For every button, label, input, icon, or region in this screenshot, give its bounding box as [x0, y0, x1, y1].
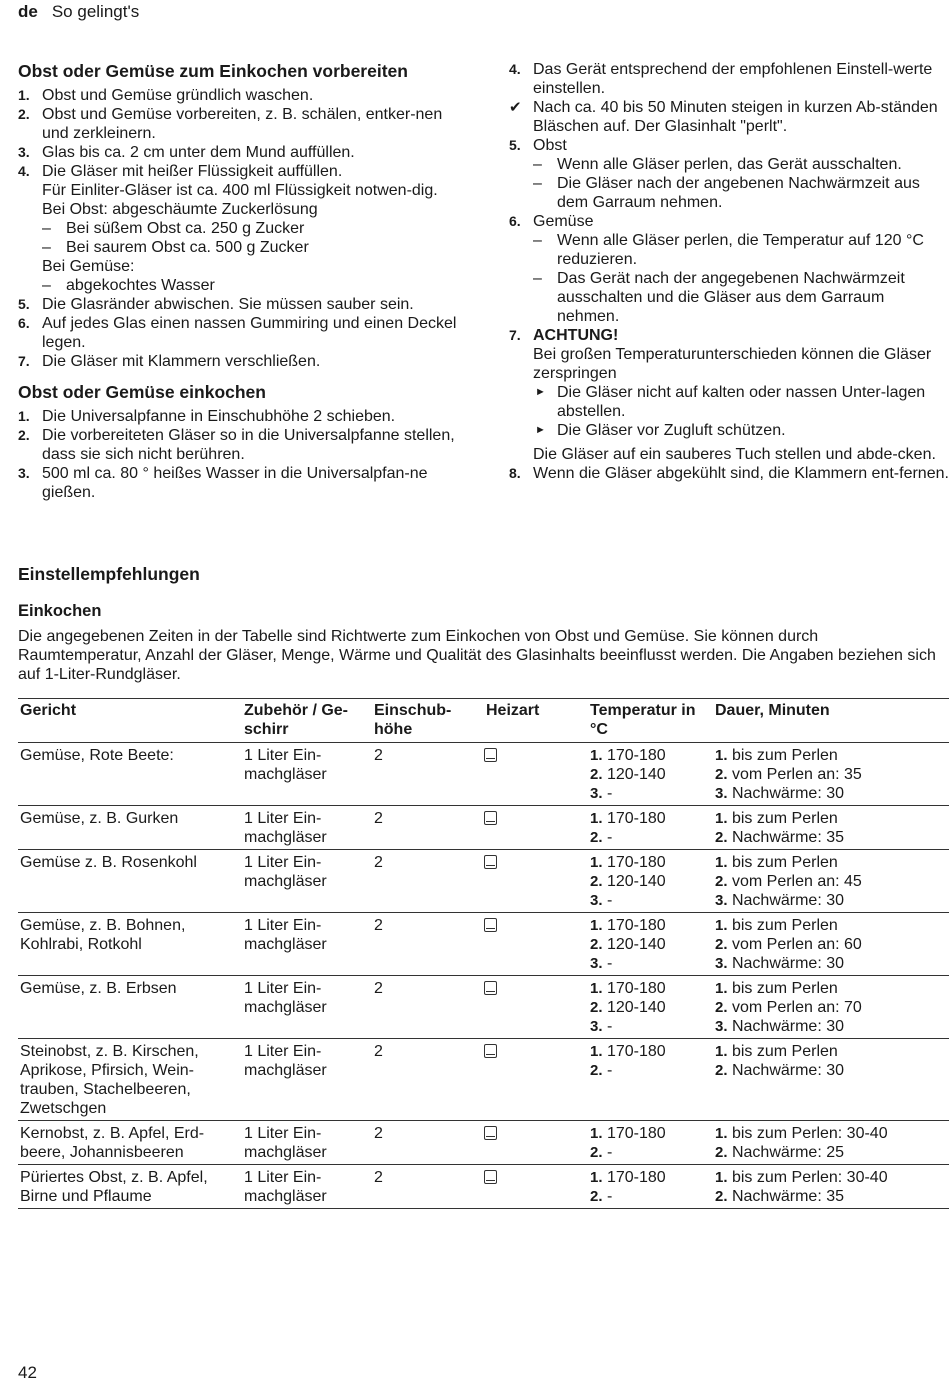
column-header: Zubehör / Ge-schirr: [242, 699, 372, 743]
heating-mode-cell: [484, 976, 576, 1039]
temperature-cell: [576, 743, 713, 806]
temperature-cell: [576, 850, 713, 913]
list-item: [18, 105, 463, 143]
duration-cell: [713, 976, 949, 1039]
step-number: 5.: [18, 296, 30, 312]
level-cell: 2: [372, 806, 484, 850]
duration-step: 2. Nachwärme: 30: [715, 1062, 845, 1079]
heating-mode-cell: [484, 1121, 576, 1165]
level-cell: 2: [372, 743, 484, 806]
step-number: 4.: [18, 163, 30, 179]
temperature-step: 1. 170-180: [590, 1169, 666, 1186]
heating-mode-cell: [484, 850, 576, 913]
column-header: Gericht: [18, 699, 242, 743]
warning-label: ACHTUNG!: [533, 327, 619, 344]
arrow-right-icon: ►: [535, 424, 546, 436]
list-item: [18, 162, 463, 295]
duration-cell: [713, 743, 949, 806]
list-item: [18, 314, 463, 352]
left-column: [18, 60, 463, 502]
accessory-cell: 1 Liter Ein-machgläser: [242, 1039, 372, 1121]
list-item: [18, 426, 463, 464]
step-number: 3.: [18, 144, 30, 160]
temperature-step: 2. -: [590, 1188, 613, 1205]
duration-step: 3. Nachwärme: 30: [715, 955, 845, 972]
language-code: de: [18, 2, 38, 21]
duration-step: 1. bis zum Perlen: 30-40: [715, 1125, 888, 1142]
temperature-step: 1. 170-180: [590, 917, 666, 934]
temperature-cell: [576, 913, 713, 976]
temperature-step: 1. 170-180: [590, 1125, 666, 1142]
dash-item: – Bei saurem Obst ca. 500 g Zucker: [42, 239, 309, 256]
table-row: [18, 850, 949, 913]
step-number: 8.: [509, 465, 521, 481]
temperature-cell: [576, 1165, 713, 1209]
step-number: 1.: [18, 87, 30, 103]
oven-heating-mode-icon: [484, 1126, 497, 1140]
oven-heating-mode-icon: [484, 981, 497, 995]
step-text: Die Universalpfanne in Einschubhöhe 2 schieben.: [42, 408, 396, 425]
heating-mode-cell: [484, 806, 576, 850]
result-item: [509, 98, 949, 136]
list-item: [18, 86, 463, 105]
list-item: [509, 136, 949, 212]
duration-step: 1. bis zum Perlen: [715, 1043, 838, 1060]
accessory-cell: 1 Liter Ein-machgläser: [242, 976, 372, 1039]
duration-cell: [713, 1039, 949, 1121]
chapter-title: So gelingt's: [51, 2, 140, 21]
temperature-step: 2. -: [590, 1144, 613, 1161]
step-number: 5.: [509, 137, 521, 153]
step-number: 7.: [18, 353, 30, 369]
accessory-cell: 1 Liter Ein-machgläser: [242, 1121, 372, 1165]
step-number: 6.: [509, 213, 521, 229]
temperature-step: 3. -: [590, 785, 613, 802]
right-column: [509, 60, 949, 483]
list-item: [18, 295, 463, 314]
step-note: Die Gläser auf ein sauberes Tuch stellen und abde-cken.: [533, 446, 936, 463]
table-row: [18, 1165, 949, 1209]
table-row: [18, 743, 949, 806]
step-text: Obst und Gemüse vorbereiten, z. B. schälen, entker-nen und zerkleinern.: [42, 106, 443, 142]
step-text: Auf jedes Glas einen nassen Gummiring und einen Deckel legen.: [42, 315, 457, 351]
step-text: Das Gerät entsprechend der empfohlenen Einstell-werte einstellen.: [533, 61, 933, 97]
intro-paragraph: Die angegebenen Zeiten in der Tabelle sind Richtwerte zum Einkochen von Obst und Gemüse. Sie können durch Raumtemperatur, Anzahl der Gläser, Menge, Wärme und Qualität des Glasinhalts beeinflusst werden. Die Angaben beziehen sich auf 1-Liter-Rundgläser.: [18, 628, 936, 683]
duration-step: 2. vom Perlen an: 45: [715, 873, 862, 890]
duration-step: 2. vom Perlen an: 60: [715, 936, 862, 953]
list-item: [18, 464, 463, 502]
section-heading-prepare: Obst oder Gemüse zum Einkochen vorbereiten: [18, 61, 408, 81]
level-cell: 2: [372, 1121, 484, 1165]
section-heading-preserve: Obst oder Gemüse einkochen: [18, 382, 266, 402]
table-row: [18, 1121, 949, 1165]
step-text: Glas bis ca. 2 cm unter dem Mund auffüllen.: [42, 144, 355, 161]
step-note: Bei Obst: abgeschäumte Zuckerlösung: [42, 201, 318, 218]
duration-step: 3. Nachwärme: 30: [715, 1018, 845, 1035]
result-text: Nach ca. 40 bis 50 Minuten steigen in kurzen Ab-ständen Bläschen auf. Der Glasinhalt "perlt".: [533, 99, 938, 135]
step-text: Obst: [533, 137, 567, 154]
temperature-step: 2. 120-140: [590, 936, 666, 953]
oven-heating-mode-icon: [484, 1044, 497, 1058]
list-item: [509, 464, 949, 483]
step-number: 6.: [18, 315, 30, 331]
heating-mode-cell: [484, 1039, 576, 1121]
page-header: [18, 2, 139, 22]
duration-step: 2. vom Perlen an: 35: [715, 766, 862, 783]
dash-item: – Wenn alle Gläser perlen, die Temperatur auf 120 °C reduzieren.: [533, 232, 924, 268]
heating-mode-cell: [484, 913, 576, 976]
duration-step: 3. Nachwärme: 30: [715, 785, 845, 802]
step-text: Die vorbereiteten Gläser so in die Universalpfanne stellen, dass sie sich nicht berühren.: [42, 427, 455, 463]
checkmark-icon: ✔: [509, 99, 522, 116]
duration-step: 1. bis zum Perlen: [715, 747, 838, 764]
table-row: [18, 1039, 949, 1121]
dash-item: – Wenn alle Gläser perlen, das Gerät ausschalten.: [533, 156, 902, 173]
oven-heating-mode-icon: [484, 748, 497, 762]
column-header: Heizart: [484, 699, 576, 743]
oven-heating-mode-icon: [484, 855, 497, 869]
column-header: Einschub-höhe: [372, 699, 484, 743]
list-item: [18, 407, 463, 426]
step-text: 500 ml ca. 80 ° heißes Wasser in die Universalpfan-ne gießen.: [42, 465, 428, 501]
step-number: 3.: [18, 465, 30, 481]
subsection-heading: Einkochen: [18, 602, 102, 620]
section-heading-recommendations: Einstellempfehlungen: [18, 564, 200, 584]
temperature-cell: [576, 1039, 713, 1121]
temperature-step: 2. -: [590, 829, 613, 846]
duration-step: 3. Nachwärme: 30: [715, 892, 845, 909]
level-cell: 2: [372, 1039, 484, 1121]
arrow-right-icon: ►: [535, 386, 546, 398]
level-cell: 2: [372, 913, 484, 976]
table-header-row: [18, 699, 949, 743]
oven-heating-mode-icon: [484, 1170, 497, 1184]
temperature-cell: [576, 976, 713, 1039]
step-number: 2.: [18, 106, 30, 122]
dish-cell: Gemüse, z. B. Gurken: [18, 806, 242, 850]
dish-cell: Gemüse, Rote Beete:: [18, 743, 242, 806]
list-item: [509, 212, 949, 326]
table-body: [18, 743, 949, 1209]
level-cell: 2: [372, 976, 484, 1039]
duration-step: 1. bis zum Perlen: 30-40: [715, 1169, 888, 1186]
column-header: Dauer, Minuten: [713, 699, 949, 743]
step-note: Für Einliter-Gläser ist ca. 400 ml Flüssigkeit notwen-dig.: [42, 182, 438, 199]
settings-table: [18, 698, 949, 1209]
duration-step: 1. bis zum Perlen: [715, 810, 838, 827]
temperature-cell: [576, 806, 713, 850]
duration-cell: [713, 850, 949, 913]
duration-step: 2. vom Perlen an: 70: [715, 999, 862, 1016]
dish-cell: Kernobst, z. B. Apfel, Erd-beere, Johannisbeeren: [18, 1121, 242, 1165]
temperature-step: 1. 170-180: [590, 980, 666, 997]
column-header: Temperatur in °C: [576, 699, 713, 743]
list-item: [509, 326, 949, 464]
duration-cell: [713, 806, 949, 850]
temperature-step: 3. -: [590, 1018, 613, 1035]
accessory-cell: 1 Liter Ein-machgläser: [242, 806, 372, 850]
duration-cell: [713, 1165, 949, 1209]
temperature-step: 2. -: [590, 1062, 613, 1079]
oven-heating-mode-icon: [484, 918, 497, 932]
step-text: Obst und Gemüse gründlich waschen.: [42, 87, 314, 104]
temperature-step: 2. 120-140: [590, 766, 666, 783]
dish-cell: Gemüse z. B. Rosenkohl: [18, 850, 242, 913]
step-text: Die Gläser mit heißer Flüssigkeit auffüllen.: [42, 163, 343, 180]
heating-mode-cell: [484, 743, 576, 806]
dish-cell: Steinobst, z. B. Kirschen, Aprikose, Pfirsich, Wein-trauben, Stachelbeeren, Zwetschgen: [18, 1039, 242, 1121]
dash-item: – Bei süßem Obst ca. 250 g Zucker: [42, 220, 305, 237]
warning-text: Bei großen Temperaturunterschieden können die Gläser zerspringen: [533, 346, 932, 382]
step-text: Die Gläser mit Klammern verschließen.: [42, 353, 321, 370]
dish-cell: Gemüse, z. B. Bohnen, Kohlrabi, Rotkohl: [18, 913, 242, 976]
step-number: 1.: [18, 408, 30, 424]
duration-cell: [713, 1121, 949, 1165]
temperature-step: 1. 170-180: [590, 747, 666, 764]
dish-cell: Gemüse, z. B. Erbsen: [18, 976, 242, 1039]
step-text: Wenn die Gläser abgekühlt sind, die Klammern ent-fernen.: [533, 465, 949, 482]
temperature-step: 1. 170-180: [590, 810, 666, 827]
step-note: Bei Gemüse:: [42, 258, 135, 275]
action-item: ► Die Gläser nicht auf kalten oder nassen Unter-lagen abstellen.: [535, 384, 926, 420]
temperature-step: 2. 120-140: [590, 999, 666, 1016]
table-row: [18, 976, 949, 1039]
duration-step: 1. bis zum Perlen: [715, 980, 838, 997]
step-number: 4.: [509, 61, 521, 77]
dish-cell: Püriertes Obst, z. B. Apfel, Birne und Pflaume: [18, 1165, 242, 1209]
page-number: 42: [18, 1363, 37, 1382]
level-cell: 2: [372, 850, 484, 913]
temperature-step: 1. 170-180: [590, 1043, 666, 1060]
list-item: [18, 352, 463, 371]
accessory-cell: 1 Liter Ein-machgläser: [242, 743, 372, 806]
duration-step: 1. bis zum Perlen: [715, 917, 838, 934]
level-cell: 2: [372, 1165, 484, 1209]
table-row: [18, 913, 949, 976]
temperature-step: 2. 120-140: [590, 873, 666, 890]
temperature-step: 3. -: [590, 955, 613, 972]
oven-heating-mode-icon: [484, 811, 497, 825]
duration-step: 2. Nachwärme: 25: [715, 1144, 845, 1161]
accessory-cell: 1 Liter Ein-machgläser: [242, 850, 372, 913]
dash-item: – Das Gerät nach der angegebenen Nachwärmzeit ausschalten und die Gläser aus dem Garraum nehmen.: [533, 270, 905, 325]
table-row: [18, 806, 949, 850]
duration-cell: [713, 913, 949, 976]
temperature-cell: [576, 1121, 713, 1165]
duration-step: 2. Nachwärme: 35: [715, 1188, 845, 1205]
step-text: Die Glasränder abwischen. Sie müssen sauber sein.: [42, 296, 414, 313]
accessory-cell: 1 Liter Ein-machgläser: [242, 1165, 372, 1209]
dash-item: – abgekochtes Wasser: [42, 277, 215, 294]
heating-mode-cell: [484, 1165, 576, 1209]
list-item: [18, 143, 463, 162]
step-text: Gemüse: [533, 213, 594, 230]
duration-step: 2. Nachwärme: 35: [715, 829, 845, 846]
duration-step: 1. bis zum Perlen: [715, 854, 838, 871]
accessory-cell: 1 Liter Ein-machgläser: [242, 913, 372, 976]
step-number: 7.: [509, 327, 521, 343]
temperature-step: 1. 170-180: [590, 854, 666, 871]
dash-item: – Die Gläser nach der angebenen Nachwärmzeit aus dem Garraum nehmen.: [533, 175, 920, 211]
temperature-step: 3. -: [590, 892, 613, 909]
list-item: [509, 60, 949, 98]
step-number: 2.: [18, 427, 30, 443]
action-item: ► Die Gläser vor Zugluft schützen.: [535, 422, 786, 439]
